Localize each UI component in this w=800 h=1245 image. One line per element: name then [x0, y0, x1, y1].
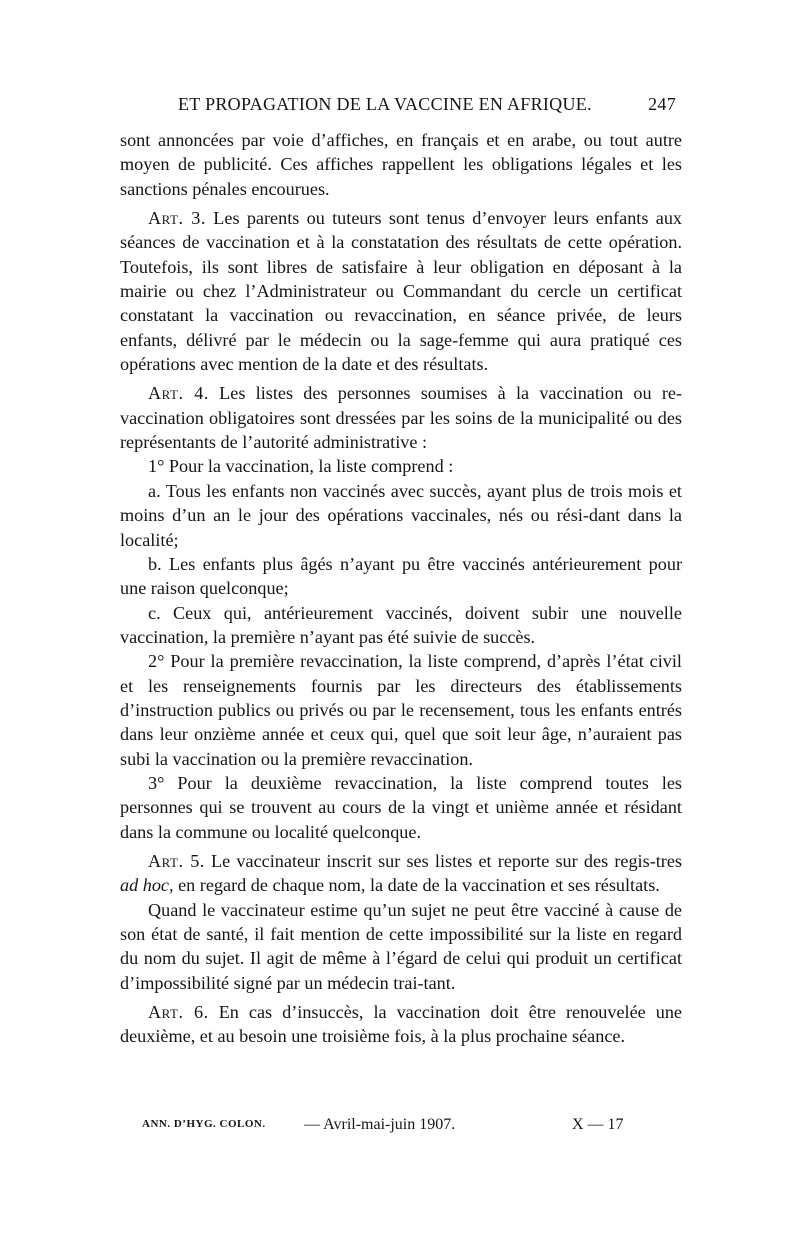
paragraph-text: Les parents ou tuteurs sont tenus d’envoyer leurs enfants aux séances de vaccination et à la constatation des résultats de cette opération. Toutefois, ils sont libres de satisfaire à leur obligation en déposant à la mairie ou chez l’Administrateur ou Commandant du cercle un certificat constatant la vaccination ou revaccination, en séance privée, de leurs enfants, délivré par le médecin ou la sage-femme qui aura pratiqué ces opérations avec mention de la date et des résultats. [120, 208, 683, 375]
article-paragraph [120, 206, 682, 376]
italic-term: ad hoc, [120, 875, 174, 896]
article-paragraph [120, 849, 682, 898]
paragraph-text: Le vaccinateur inscrit sur ses listes et reporte sur des regis-tres [211, 850, 683, 871]
paragraph: 2° Pour la première revaccination, la liste comprend, d’après l’état civil et les renseignements fournis par les directeurs des établissements d’instruction publics ou privés ou par le recensement, tous les enfants entrés dans leur onzième année et ceux qui, quel que soit leur âge, n’auraient pas subi la vaccination ou la première revaccination. [120, 651, 682, 769]
journal-abbreviation: ANN. D’HYG. COLON. [142, 1118, 266, 1130]
paragraph: a. Tous les enfants non vaccinés avec succès, ayant plus de trois mois et moins d’un an le jour des opérations vaccinales, nés ou rési-dant dans la localité; [120, 480, 682, 550]
article-paragraph [120, 381, 682, 454]
article-label: Art. 6. [148, 1002, 209, 1023]
page-header [120, 90, 682, 120]
page-footer [120, 1116, 682, 1140]
article-label: Art. 3. [148, 208, 206, 229]
paragraph-text: Les listes des personnes soumises à la vaccination ou re-vaccination obligatoires sont dressées par les soins de la municipalité ou des représentants de l’autorité administrative : [120, 383, 683, 453]
page-body [120, 128, 682, 1049]
paragraph: c. Ceux qui, antérieurement vaccinés, doivent subir une nouvelle vaccination, la première n’ayant pas été suivie de succès. [120, 602, 682, 647]
paragraph: 1° Pour la vaccination, la liste comprend : [148, 456, 454, 477]
paragraph: b. Les enfants plus âgés n’ayant pu être vaccinés antérieurement pour une raison quelconque; [120, 553, 682, 599]
article-label: Art. 4. [148, 383, 209, 404]
paragraph: sont annoncées par voie d’affiches, en français et en arabe, ou tout autre moyen de publicité. Ces affiches rappellent les obligations légales et les sanctions pénales encourues. [120, 130, 682, 199]
page-number: 247 [648, 94, 676, 114]
signature-mark: X — 17 [572, 1116, 624, 1133]
paragraph: Quand le vaccinateur estime qu’un sujet ne peut être vacciné à cause de son état de santé, il fait mention de cette impossibilité sur la liste en regard du nom du sujet. Il agit de même à l’égard de celui qui produit un certificat d’impossibilité signé par un médecin trai-tant. [120, 899, 682, 993]
article-label: Art. 5. [148, 850, 205, 871]
article-paragraph [120, 1000, 682, 1049]
running-title: ET PROPAGATION DE LA VACCINE EN AFRIQUE. [178, 94, 592, 114]
issue-date: — Avril-mai-juin 1907. [304, 1116, 456, 1133]
paragraph: 3° Pour la deuxième revaccination, la liste comprend toutes les personnes qui se trouvent au cours de la vingt et unième année et résidant dans la commune ou localité quelconque. [120, 772, 682, 842]
paragraph-text: En cas d’insuccès, la vaccination doit être renouvelée une deuxième, et au besoin une troisième fois, à la plus prochaine séance. [120, 1002, 683, 1047]
paragraph-text: en regard de chaque nom, la date de la vaccination et ses résultats. [178, 875, 660, 896]
